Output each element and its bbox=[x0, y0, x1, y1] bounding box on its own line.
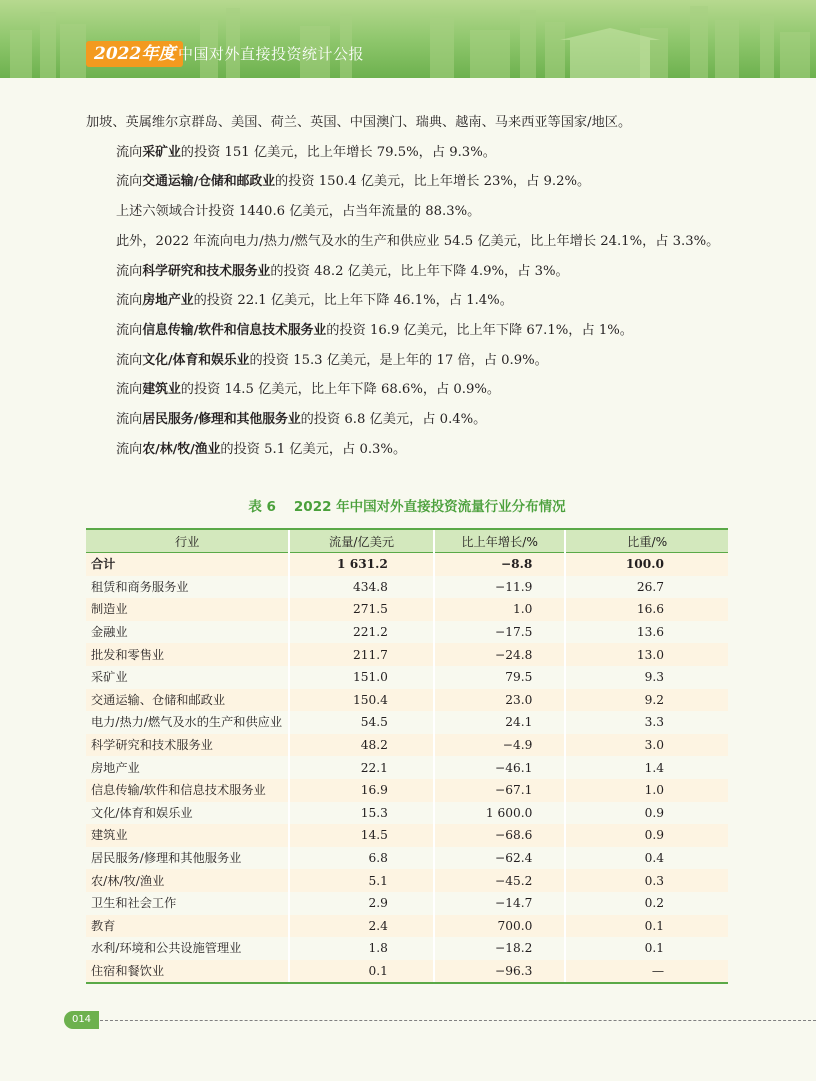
page-header bbox=[0, 0, 816, 78]
cell-industry: 教育 bbox=[86, 915, 289, 938]
cell-share: — bbox=[565, 960, 728, 984]
industry-name: 建筑业 bbox=[142, 382, 181, 398]
header-industry: 行业 bbox=[86, 529, 289, 553]
cell-share: 1.4 bbox=[565, 756, 728, 779]
table-row bbox=[86, 598, 728, 621]
paragraph-text: 的投资 15.3 亿美元，是上年的 17 倍，占 0.9%。 bbox=[249, 352, 548, 368]
page-number: 014 bbox=[64, 1011, 99, 1029]
paragraph-text: 的投资 151 亿美元，比上年增长 79.5%，占 9.3%。 bbox=[180, 144, 496, 160]
cell-share: 1.0 bbox=[565, 779, 728, 802]
cell-growth: 79.5 bbox=[434, 666, 565, 689]
cell-flow: 1.8 bbox=[289, 937, 434, 960]
cell-flow: 1 631.2 bbox=[289, 553, 434, 576]
header-share: 比重/% bbox=[565, 529, 728, 553]
table-row bbox=[86, 915, 728, 938]
cell-share: 9.3 bbox=[565, 666, 728, 689]
cell-flow: 22.1 bbox=[289, 756, 434, 779]
table-caption bbox=[86, 497, 728, 517]
footer-divider bbox=[100, 1020, 816, 1021]
cell-flow: 150.4 bbox=[289, 689, 434, 712]
paragraph-text: 流向 bbox=[116, 382, 143, 398]
cell-growth: −67.1 bbox=[434, 779, 565, 802]
cell-flow: 211.7 bbox=[289, 643, 434, 666]
table-row bbox=[86, 643, 728, 666]
industry-name: 信息传输/软件和信息技术服务业 bbox=[142, 322, 327, 338]
cell-share: 100.0 bbox=[565, 553, 728, 576]
paragraph bbox=[86, 435, 732, 465]
paragraph-text: 加坡、英属维尔京群岛、美国、荷兰、英国、中国澳门、瑞典、越南、马来西亚等国家/地区。 bbox=[86, 115, 632, 130]
paragraph-text: 流向 bbox=[116, 144, 143, 160]
paragraph-text: 流向 bbox=[116, 293, 143, 309]
table-total-row bbox=[86, 553, 728, 576]
cell-flow: 16.9 bbox=[289, 779, 434, 802]
cell-growth: −62.4 bbox=[434, 847, 565, 870]
cell-share: 0.3 bbox=[565, 869, 728, 892]
cell-industry: 租赁和商务服务业 bbox=[86, 576, 289, 599]
cell-industry: 制造业 bbox=[86, 598, 289, 621]
cell-industry: 信息传输/软件和信息技术服务业 bbox=[86, 779, 289, 802]
paragraph-text: 流向 bbox=[116, 412, 143, 428]
paragraph bbox=[86, 108, 732, 138]
industry-distribution-table bbox=[86, 528, 728, 984]
report-title: 中国对外直接投资统计公报 bbox=[178, 45, 365, 63]
table-row bbox=[86, 621, 728, 644]
cell-growth: −11.9 bbox=[434, 576, 565, 599]
paragraph-text: 的投资 16.9 亿美元，比上年下降 67.1%，占 1%。 bbox=[326, 322, 633, 338]
table-row bbox=[86, 892, 728, 915]
table-row bbox=[86, 689, 728, 712]
paragraph bbox=[86, 346, 732, 376]
cell-growth: 1 600.0 bbox=[434, 802, 565, 825]
paragraph bbox=[86, 138, 732, 168]
body-text bbox=[86, 108, 732, 464]
cell-industry: 批发和零售业 bbox=[86, 643, 289, 666]
report-year-badge: 2022年度 bbox=[86, 41, 183, 67]
cell-growth: −68.6 bbox=[434, 824, 565, 847]
industry-name: 农/林/牧/渔业 bbox=[142, 441, 221, 457]
cell-flow: 48.2 bbox=[289, 734, 434, 757]
cell-flow: 6.8 bbox=[289, 847, 434, 870]
paragraph-text: 此外，2022 年流向电力/热力/燃气及水的生产和供应业 54.5 亿美元，比上年增长 24.1%，占 3.3%。 bbox=[116, 233, 720, 249]
cell-industry: 交通运输、仓储和邮政业 bbox=[86, 689, 289, 712]
industry-name: 文化/体育和娱乐业 bbox=[142, 352, 250, 368]
industry-name: 采矿业 bbox=[142, 144, 181, 160]
industry-name: 交通运输/仓储和邮政业 bbox=[142, 174, 276, 190]
industry-name: 科学研究和技术服务业 bbox=[142, 263, 271, 279]
table-row bbox=[86, 756, 728, 779]
header-growth: 比上年增长/% bbox=[434, 529, 565, 553]
paragraph bbox=[86, 197, 732, 227]
table-row bbox=[86, 960, 728, 984]
table-row bbox=[86, 802, 728, 825]
paragraph bbox=[86, 316, 732, 346]
cell-flow: 0.1 bbox=[289, 960, 434, 984]
paragraph-text: 流向 bbox=[116, 322, 143, 338]
cell-industry: 水利/环境和公共设施管理业 bbox=[86, 937, 289, 960]
table-row bbox=[86, 576, 728, 599]
industry-name: 居民服务/修理和其他服务业 bbox=[142, 412, 301, 428]
industry-name: 房地产业 bbox=[142, 293, 194, 309]
cell-share: 26.7 bbox=[565, 576, 728, 599]
cell-flow: 2.9 bbox=[289, 892, 434, 915]
cell-flow: 151.0 bbox=[289, 666, 434, 689]
cell-flow: 221.2 bbox=[289, 621, 434, 644]
paragraph bbox=[86, 227, 732, 257]
header-flow: 流量/亿美元 bbox=[289, 529, 434, 553]
paragraph-text: 流向 bbox=[116, 352, 143, 368]
paragraph-text: 的投资 22.1 亿美元，比上年下降 46.1%，占 1.4%。 bbox=[193, 293, 513, 309]
cell-share: 9.2 bbox=[565, 689, 728, 712]
cell-industry: 农/林/牧/渔业 bbox=[86, 869, 289, 892]
paragraph bbox=[86, 167, 732, 197]
cell-industry: 住宿和餐饮业 bbox=[86, 960, 289, 984]
paragraph-text: 流向 bbox=[116, 441, 143, 457]
cell-growth: −96.3 bbox=[434, 960, 565, 984]
table-row bbox=[86, 711, 728, 734]
table-row bbox=[86, 824, 728, 847]
table-row bbox=[86, 666, 728, 689]
paragraph-text: 的投资 5.1 亿美元，占 0.3%。 bbox=[220, 441, 407, 457]
cell-growth: −4.9 bbox=[434, 734, 565, 757]
cell-industry: 文化/体育和娱乐业 bbox=[86, 802, 289, 825]
paragraph-text: 的投资 150.4 亿美元，比上年增长 23%，占 9.2%。 bbox=[275, 174, 591, 190]
cell-growth: 24.1 bbox=[434, 711, 565, 734]
cell-growth: 700.0 bbox=[434, 915, 565, 938]
cell-industry: 采矿业 bbox=[86, 666, 289, 689]
cell-growth: −45.2 bbox=[434, 869, 565, 892]
cell-share: 0.9 bbox=[565, 802, 728, 825]
cell-industry: 房地产业 bbox=[86, 756, 289, 779]
cell-flow: 15.3 bbox=[289, 802, 434, 825]
cell-flow: 434.8 bbox=[289, 576, 434, 599]
paragraph-text: 流向 bbox=[116, 263, 143, 279]
cell-share: 3.3 bbox=[565, 711, 728, 734]
cell-share: 0.9 bbox=[565, 824, 728, 847]
table-body bbox=[86, 553, 728, 984]
cell-industry: 合计 bbox=[86, 553, 289, 576]
table-row bbox=[86, 734, 728, 757]
cell-share: 0.4 bbox=[565, 847, 728, 870]
cell-share: 0.2 bbox=[565, 892, 728, 915]
table-title: 2022 年中国对外直接投资流量行业分布情况 bbox=[293, 499, 566, 515]
cell-share: 16.6 bbox=[565, 598, 728, 621]
cell-growth: −24.8 bbox=[434, 643, 565, 666]
paragraph-text: 的投资 14.5 亿美元，比上年下降 68.6%，占 0.9%。 bbox=[180, 382, 501, 398]
table-header-row bbox=[86, 529, 728, 553]
cell-growth: −18.2 bbox=[434, 937, 565, 960]
paragraph bbox=[86, 375, 732, 405]
paragraph bbox=[86, 286, 732, 316]
cell-share: 0.1 bbox=[565, 915, 728, 938]
cell-industry: 卫生和社会工作 bbox=[86, 892, 289, 915]
cell-flow: 271.5 bbox=[289, 598, 434, 621]
cell-growth: −14.7 bbox=[434, 892, 565, 915]
table-row bbox=[86, 847, 728, 870]
cell-share: 0.1 bbox=[565, 937, 728, 960]
cell-share: 13.6 bbox=[565, 621, 728, 644]
cell-share: 13.0 bbox=[565, 643, 728, 666]
paragraph bbox=[86, 257, 732, 287]
cell-industry: 科学研究和技术服务业 bbox=[86, 734, 289, 757]
table-number: 表 6 bbox=[248, 499, 276, 515]
cell-industry: 居民服务/修理和其他服务业 bbox=[86, 847, 289, 870]
cell-flow: 2.4 bbox=[289, 915, 434, 938]
table-row bbox=[86, 869, 728, 892]
cell-growth: −17.5 bbox=[434, 621, 565, 644]
cell-growth: −8.8 bbox=[434, 553, 565, 576]
cell-growth: 1.0 bbox=[434, 598, 565, 621]
cell-growth: −46.1 bbox=[434, 756, 565, 779]
paragraph-text: 流向 bbox=[116, 174, 143, 190]
cell-growth: 23.0 bbox=[434, 689, 565, 712]
paragraph bbox=[86, 405, 732, 435]
paragraph-text: 上述六领域合计投资 1440.6 亿美元，占当年流量的 88.3%。 bbox=[116, 204, 481, 220]
cell-flow: 14.5 bbox=[289, 824, 434, 847]
paragraph-text: 的投资 6.8 亿美元，占 0.4%。 bbox=[300, 412, 487, 428]
table-row bbox=[86, 779, 728, 802]
cell-flow: 5.1 bbox=[289, 869, 434, 892]
cell-industry: 电力/热力/燃气及水的生产和供应业 bbox=[86, 711, 289, 734]
cell-share: 3.0 bbox=[565, 734, 728, 757]
cell-industry: 金融业 bbox=[86, 621, 289, 644]
cell-industry: 建筑业 bbox=[86, 824, 289, 847]
paragraph-text: 的投资 48.2 亿美元，比上年下降 4.9%，占 3%。 bbox=[270, 263, 569, 279]
table-row bbox=[86, 937, 728, 960]
cell-flow: 54.5 bbox=[289, 711, 434, 734]
